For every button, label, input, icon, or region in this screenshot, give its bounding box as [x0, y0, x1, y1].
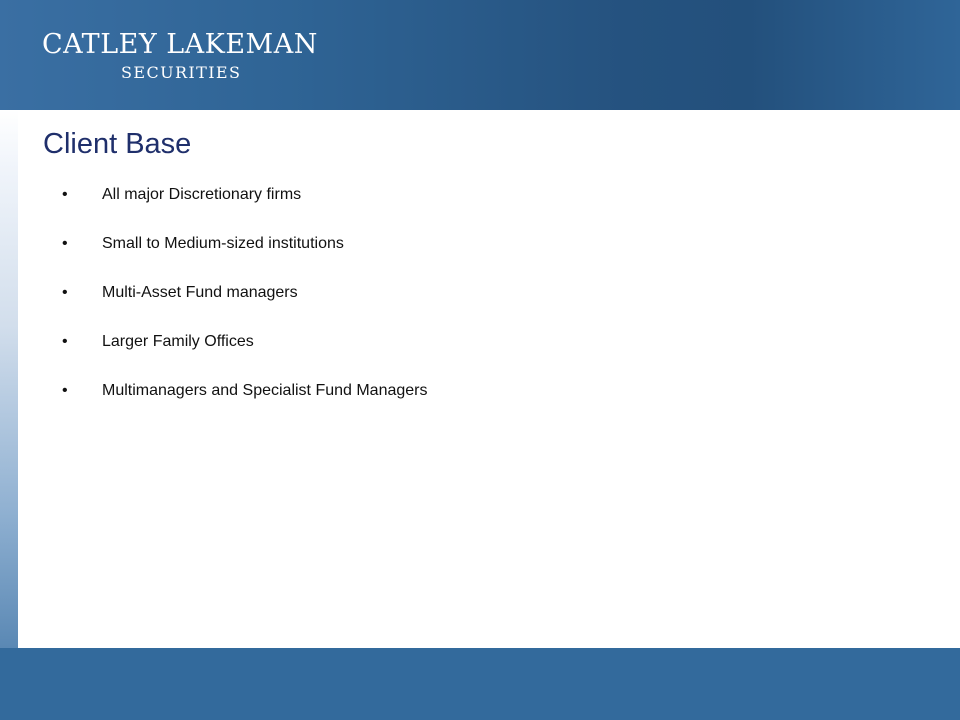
bullet-item: [62, 232, 822, 281]
bullet-list: [62, 183, 822, 428]
bullet-icon: •: [62, 186, 68, 203]
bullet-icon: •: [62, 382, 68, 399]
slide-title: Client Base: [43, 128, 192, 160]
bullet-item: [62, 330, 822, 379]
bullet-text: Multi-Asset Fund managers: [102, 284, 298, 301]
bullet-icon: •: [62, 284, 68, 301]
header-band: [0, 0, 960, 110]
bullet-icon: •: [62, 333, 68, 350]
bullet-item: [62, 379, 822, 428]
company-division: SECURITIES: [121, 63, 242, 82]
bullet-text: All major Discretionary firms: [102, 186, 302, 203]
company-logo: [42, 28, 318, 84]
bullet-item: [62, 281, 822, 330]
bullet-text: Larger Family Offices: [102, 333, 254, 350]
left-gradient-band: [0, 110, 18, 648]
bullet-text: Multimanagers and Specialist Fund Managers: [102, 382, 428, 399]
footer-band: [0, 648, 960, 720]
bullet-text: Small to Medium-sized institutions: [102, 235, 344, 252]
company-name: CATLEY LAKEMAN: [42, 29, 318, 60]
bullet-icon: •: [62, 235, 68, 252]
bullet-item: [62, 183, 822, 232]
